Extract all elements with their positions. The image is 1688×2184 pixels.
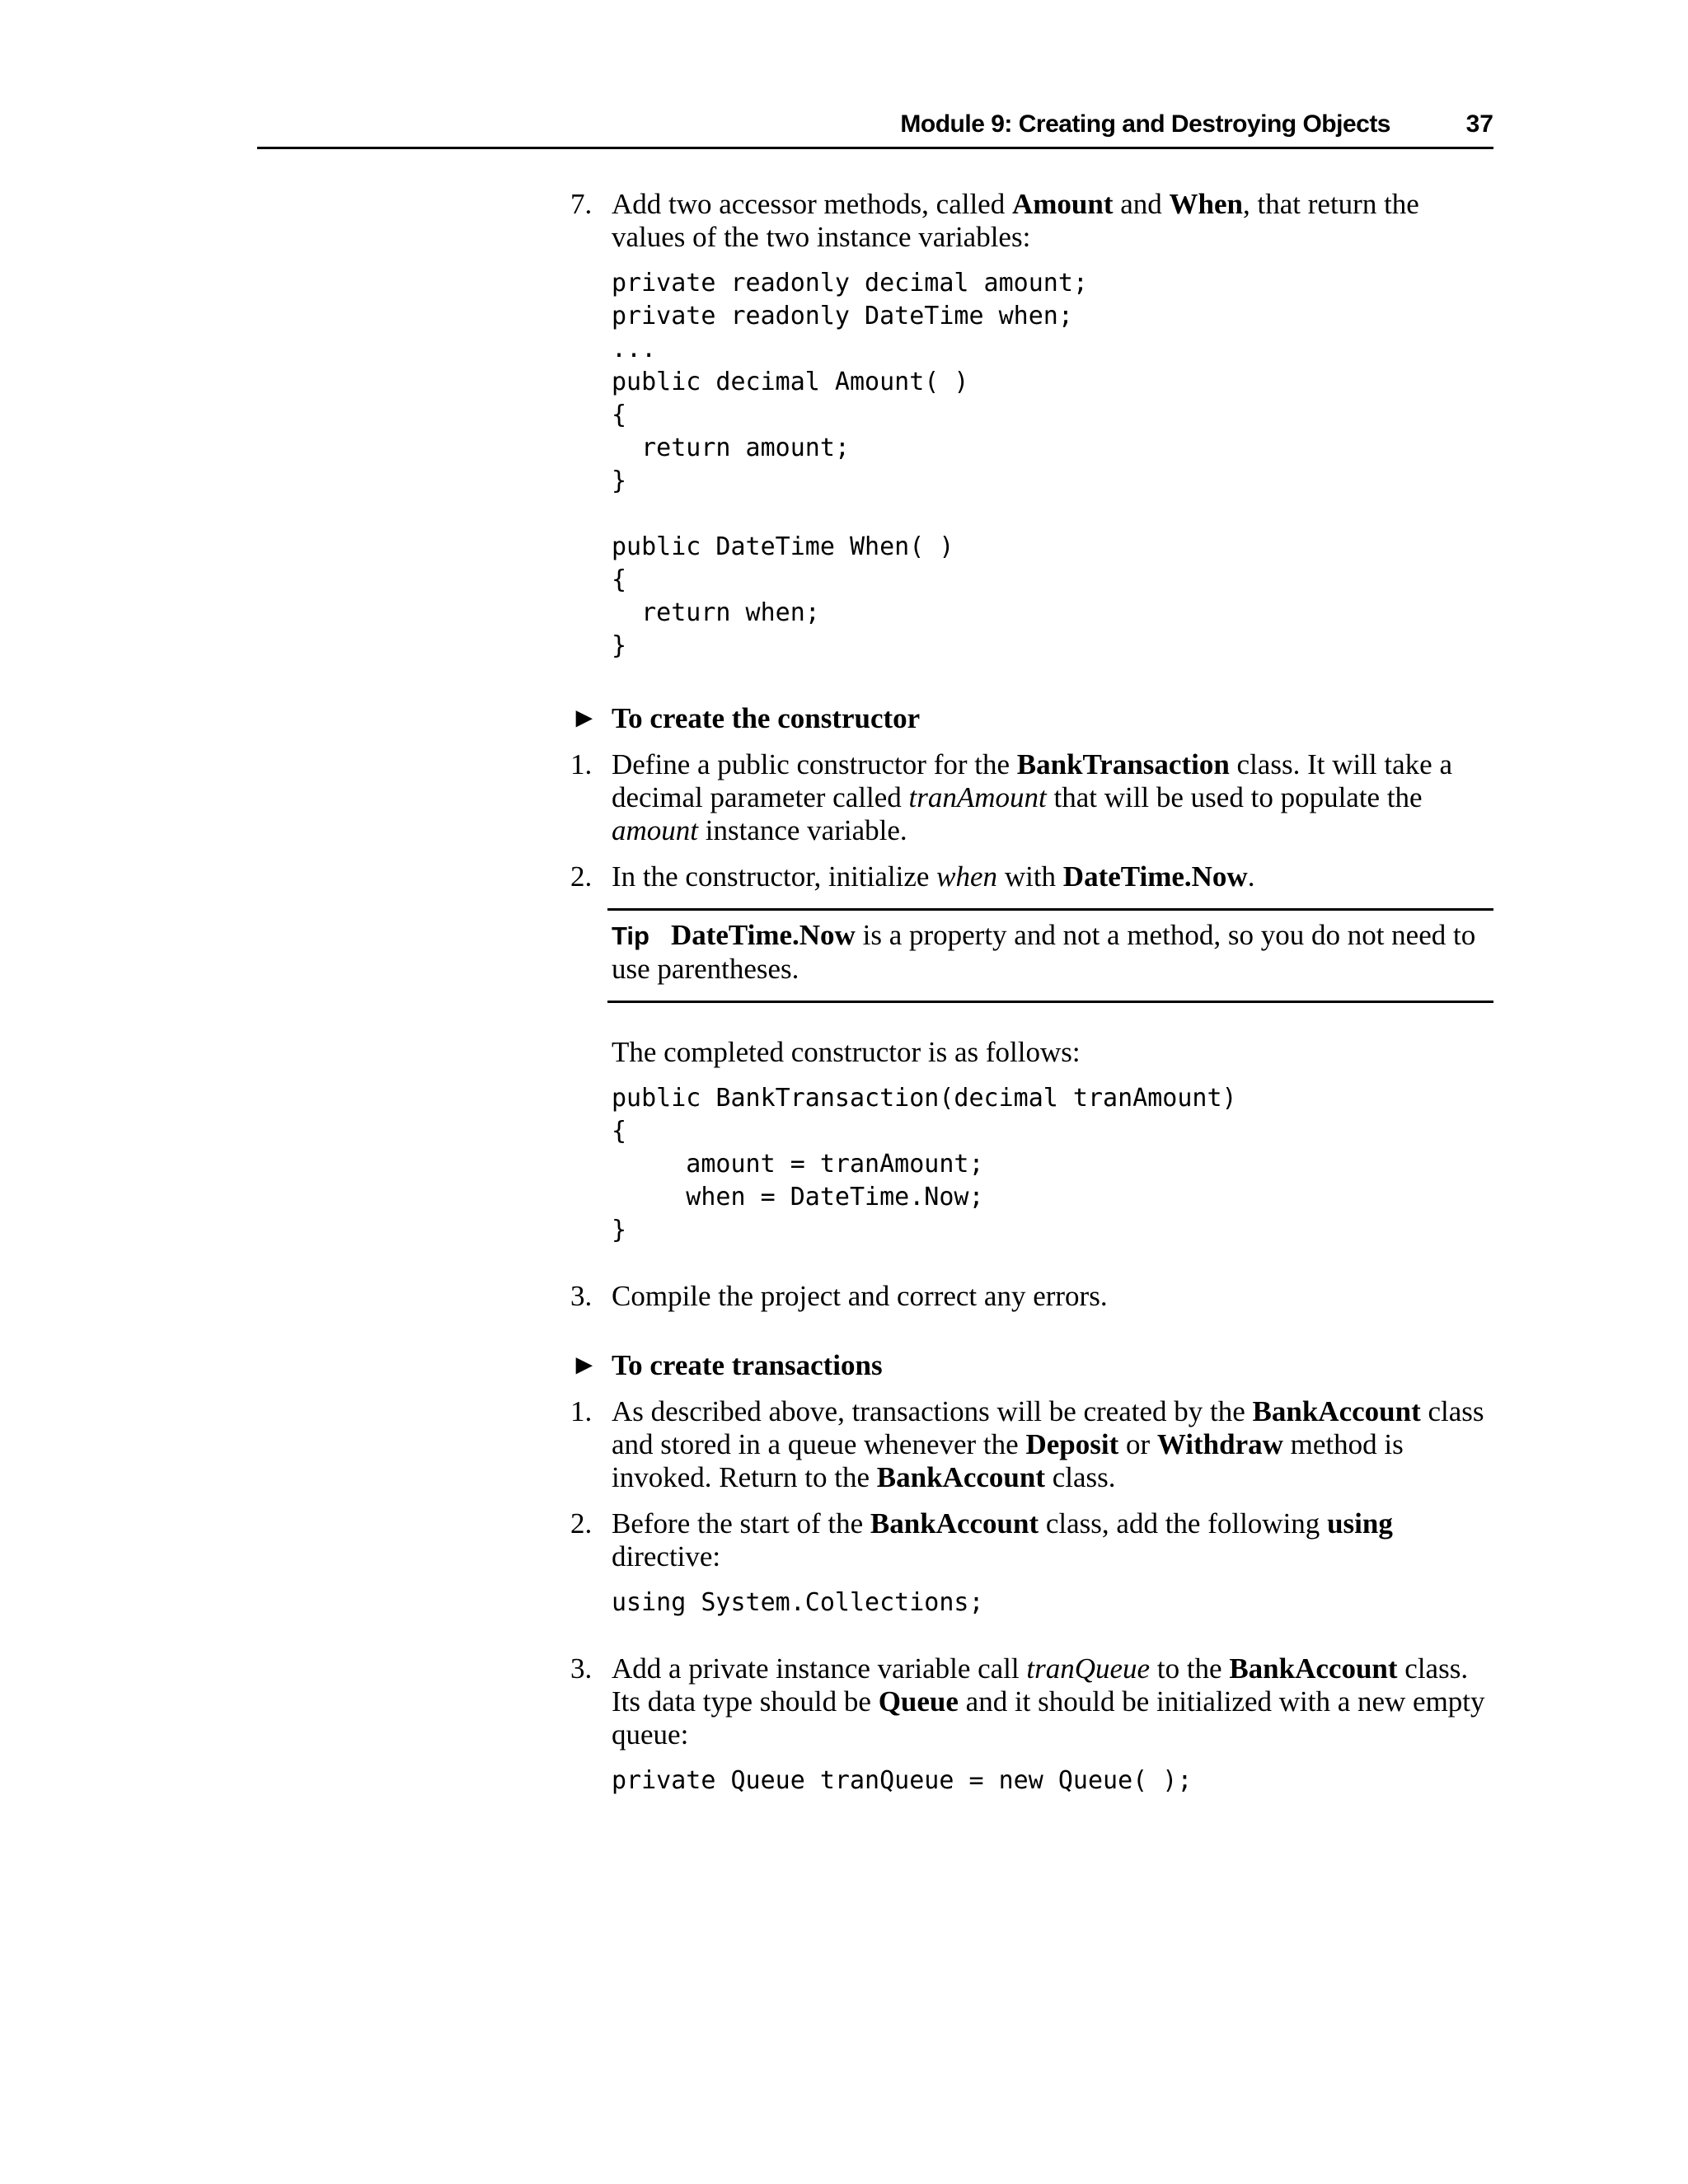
tip-box: Tip DateTime.Now is a property and not a method, so you do not need to use parentheses. bbox=[607, 908, 1493, 1003]
procedure-create-transactions bbox=[570, 1349, 1493, 1382]
step-number: 1. bbox=[570, 748, 593, 780]
procedure-title: To create the constructor bbox=[612, 702, 921, 734]
page-number: 37 bbox=[1465, 110, 1493, 138]
code-using-directive: using System.Collections; bbox=[612, 1588, 984, 1617]
step-number: 2. bbox=[570, 1507, 593, 1540]
arrow-icon: ► bbox=[570, 703, 598, 733]
procedure-title: To create transactions bbox=[612, 1349, 883, 1381]
completed-constructor-text: The completed constructor is as follows: bbox=[612, 1036, 1081, 1068]
module-title: Module 9: Creating and Destroying Objects bbox=[900, 110, 1390, 138]
page-content bbox=[570, 188, 1493, 1797]
code-accessors: private readonly decimal amount; private readonly DateTime when; ... public decimal Amount( ) { return amount; } public DateTime When( ) { return when; } bbox=[612, 269, 1088, 660]
page-header bbox=[257, 110, 1493, 149]
transactions-step-3: 3. Add a private instance variable call tranQueue to the BankAccount class. Its data type should be Queue and it should be initialized with a new empty queue: bbox=[570, 1652, 1485, 1750]
step-number: 7. bbox=[570, 188, 593, 220]
tip-label: Tip bbox=[612, 921, 649, 950]
step-number: 3. bbox=[570, 1280, 593, 1312]
constructor-step-1: 1. Define a public constructor for the BankTransaction class. It will take a decimal parameter called tranAmount that will be used to populate the amount instance variable. bbox=[570, 748, 1452, 846]
constructor-step-2: 2. In the constructor, initialize when with DateTime.Now. bbox=[570, 860, 1255, 893]
step-number: 2. bbox=[570, 860, 593, 893]
code-tran-queue: private Queue tranQueue = new Queue( ); bbox=[612, 1766, 1193, 1795]
step-number: 3. bbox=[570, 1652, 593, 1685]
code-constructor: public BankTransaction(decimal tranAmount) { amount = tranAmount; when = DateTime.Now; } bbox=[612, 1084, 1237, 1244]
procedure-create-constructor bbox=[570, 702, 1493, 735]
step-number: 1. bbox=[570, 1395, 593, 1427]
arrow-icon: ► bbox=[570, 1350, 598, 1380]
transactions-step-1: 1. As described above, transactions will be created by the BankAccount class and stored in a queue whenever the Deposit or Withdraw method is invoked. Return to the BankAccount class. bbox=[570, 1395, 1484, 1493]
step-7: 7. Add two accessor methods, called Amount and When, that return the values of the two instance variables: bbox=[570, 188, 1419, 253]
transactions-step-2: 2. Before the start of the BankAccount class, add the following using directive: bbox=[570, 1507, 1393, 1572]
constructor-step-3: 3. Compile the project and correct any errors. bbox=[570, 1280, 1108, 1312]
